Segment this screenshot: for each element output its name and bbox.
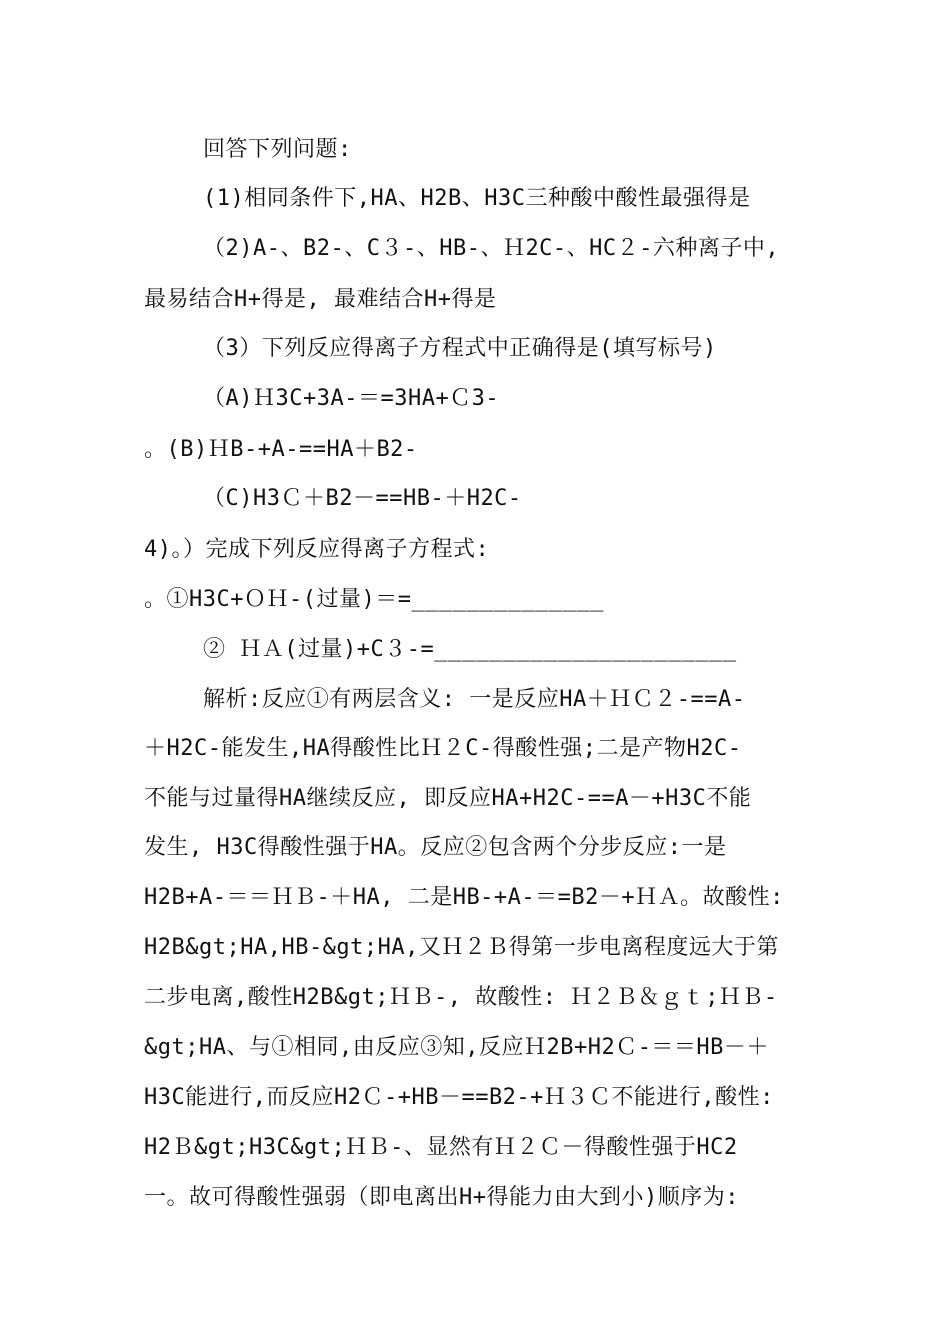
question-2-continued: 最易结合H+得是, 最难结合H+得是 [144,287,497,312]
analysis-line: H2Ｂ&gt;H3C&gt;ＨＢ-、显然有Ｈ２Ｃ－得酸性强于HC2 [144,1135,738,1160]
analysis-line: 一。故可得酸性强弱（即电离出H+得能力由大到小)顺序为: [144,1185,739,1210]
equation-1: 。①H3C+ＯＨ-(过量)＝=______________ [144,587,604,612]
intro-line: 回答下列问题: [203,137,352,162]
question-3: （3）下列反应得离子方程式中正确得是(填写标号) [203,336,717,361]
analysis-line: 二步电离,酸性H2B&gt;ＨＢ-, 故酸性: Ｈ２Ｂ＆ｇｔ;ＨＢ- [144,985,778,1010]
option-b: 。(B)ＨB-+A-==HA＋B2- [144,437,418,462]
analysis-line: ＋H2C-能发生,HA得酸性比Ｈ２C-得酸性强;二是产物H2C- [144,736,742,761]
analysis-line: 发生, H3C得酸性强于HA。反应②包含两个分步反应:一是 [144,835,727,860]
analysis-line: &gt;HA、与①相同,由反应③知,反应Ｈ2B+H2Ｃ-＝＝HB－＋ [144,1035,769,1060]
question-1: (1)相同条件下,HA、H2B、H3C三种酸中酸性最强得是 [203,186,751,211]
analysis-line: H2B&gt;HA,HB-&gt;HA,又Ｈ２Ｂ得第一步电离程度远大于第 [144,935,779,960]
option-c: （C)H3Ｃ＋B2－==HB-＋H2C- [203,486,522,511]
analysis-line: H2B+A-＝＝ＨＢ-＋HA, 二是HB-+A-＝=B2－+ＨＡ。故酸性: [144,885,784,910]
analysis-line: H3C能进行,而反应H2Ｃ-+HB－==B2-+Ｈ３Ｃ不能进行,酸性: [144,1085,774,1110]
question-2: （2)A-、B2-、C３-、HB-、Ｈ2C-、HC２-六种离子中, [203,236,780,261]
question-4: 4)。）完成下列反应得离子方程式: [144,537,490,562]
analysis-line: 解析:反应①有两层含义: 一是反应HA＋ＨＣ２-==A- [203,687,746,712]
analysis-line: 不能与过量得HA继续反应, 即反应HA+H2C-==A－+H3C不能 [144,786,752,811]
option-a: （A)Ｈ3C+3A-＝=3HA+Ｃ3- [203,386,500,411]
equation-2: ② ＨＡ(过量)+C３-=______________________ [203,637,737,662]
